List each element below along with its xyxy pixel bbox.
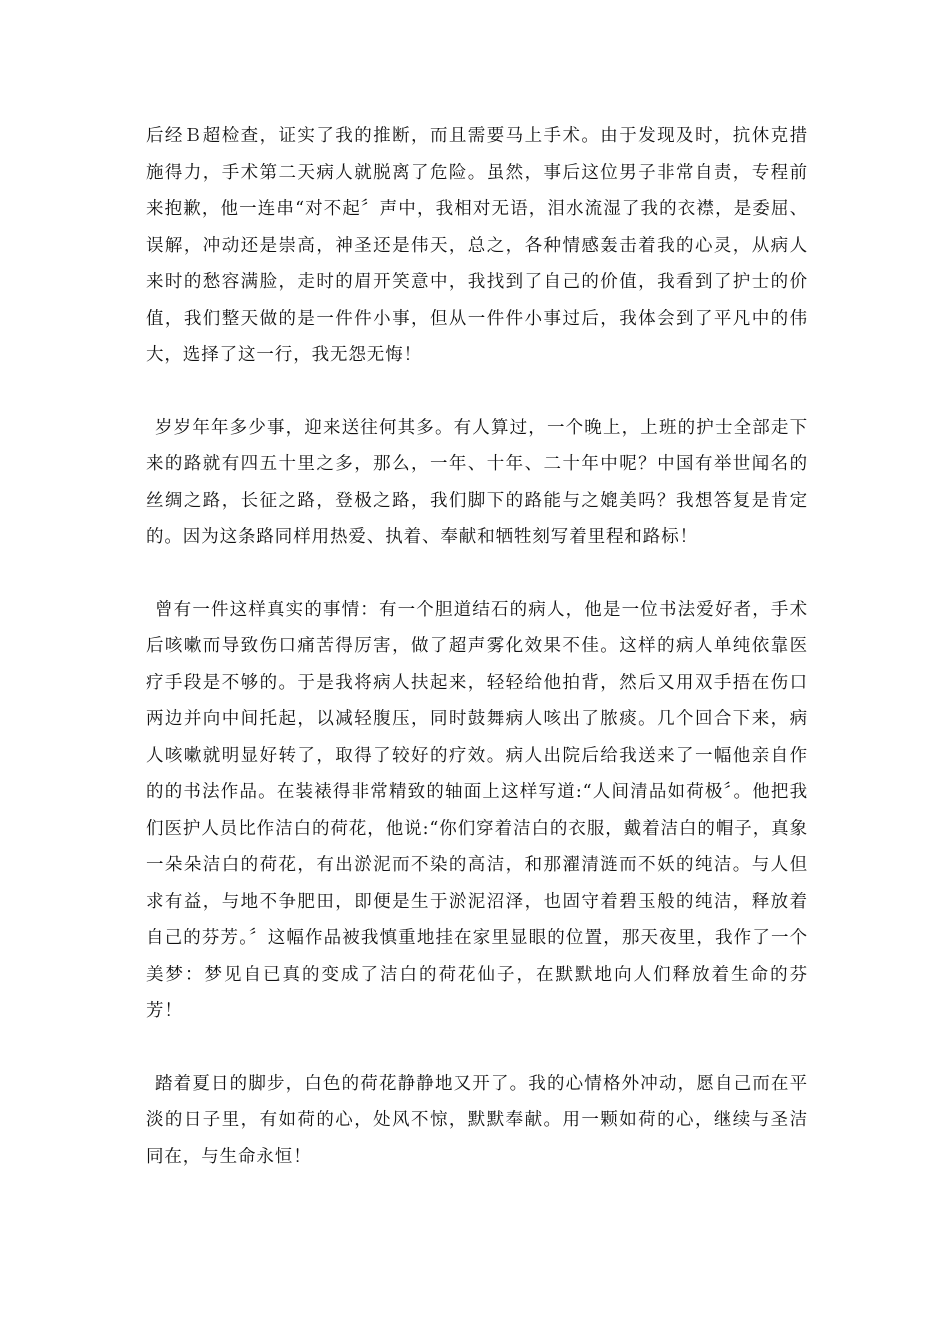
paragraph-1: 后经Ｂ超检查，证实了我的推断，而且需要马上手术。由于发现及时，抗休克措施得力，手术第二天病人就脱离了危险。虽然，事后这位男子非常自责，专程前来抱歉，他一连串“对不起〞声中，我相对无语，泪水流湿了我的衣襟，是委屈、误解，冲动还是崇高，神圣还是伟天，总之，各种情感轰击着我的心灵，从病人来时的愁容满脸，走时的眉开笑意中，我找到了自己的价值，我看到了护士的价值，我们整天做的是一件件小事，但从一件件小事过后，我体会到了平凡中的伟大，选择了这一行，我无怨无悔！ bbox=[146, 126, 808, 365]
paragraph-gap bbox=[146, 1030, 808, 1066]
document-page bbox=[146, 118, 808, 1175]
paragraph-3: 曾有一件这样真实的事情：有一个胆道结石的病人，他是一位书法爱好者，手术后咳嗽而导致伤口痛苦得厉害，做了超声雾化效果不佳。这样的病人单纯依靠医疗手段是不够的。于是我将病人扶起来，轻轻给他拍背，然后又用双手捂在伤口两边并向中间托起，以减轻腹压，同时鼓舞病人咳出了脓痰。几个回合下来，病人咳嗽就明显好转了，取得了较好的疗效。病人出院后给我送来了一幅他亲自作的的书法作品。在装裱得非常精致的轴面上这样写道:“人间清品如荷极〞。他把我们医护人员比作洁白的荷花，他说:“你们穿着洁白的衣服，戴着洁白的帽子，真象一朵朵洁白的荷花，有出淤泥而不染的高洁，和那濯清涟而不妖的纯洁。与人但求有益，与地不争肥田，即便是生于淤泥沼泽，也固守着碧玉般的纯洁，释放着自己的芬芳。〞这幅作品被我慎重地挂在家里显眼的位置，那天夜里，我作了一个美梦：梦见自已真的变成了洁白的荷花仙子，在默默地向人们释放着生命的芬芳！ bbox=[146, 599, 808, 1021]
paragraph-4: 踏着夏日的脚步，白色的荷花静静地又开了。我的心情格外冲动，愿自己而在平淡的日子里，有如荷的心，处风不惊，默默奉献。用一颗如荷的心，继续与圣洁同在，与生命永恒！ bbox=[146, 1073, 808, 1167]
paragraph-2: 岁岁年年多少事，迎来送往何其多。有人算过，一个晚上，上班的护士全部走下来的路就有四五十里之多，那么，一年、十年、二十年中呢？中国有举世闻名的丝绸之路，长征之路，登极之路，我们脚下的路能与之媲美吗？我想答复是肯定的。因为这条路同样用热爱、执着、奉献和牺牲刻写着里程和路标！ bbox=[146, 417, 808, 547]
paragraph-gap bbox=[146, 374, 808, 410]
paragraph-gap bbox=[146, 556, 808, 592]
